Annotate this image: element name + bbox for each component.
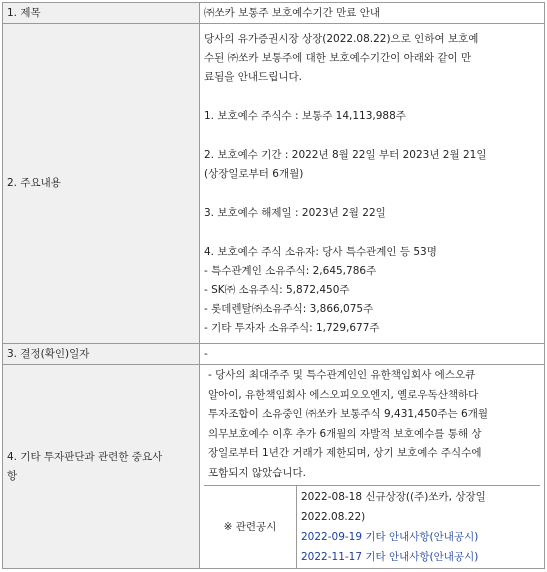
related-disclosures	[204, 485, 540, 568]
paragraph-line: 장일로부터 1년간 거래가 제한되며, 상기 보호예수 주식수에	[208, 447, 482, 459]
holder-line: - SK㈜ 소유주식: 5,872,450주	[204, 283, 350, 296]
related-item-link[interactable]: 2022-11-17 기타 안내사항(안내공시)	[301, 551, 479, 563]
item-release-date: 3. 보호예수 해제일 : 2023년 2월 22일	[204, 206, 386, 219]
row-decision-date	[3, 344, 545, 365]
row-other-matters	[3, 365, 545, 569]
holder-line: - 기타 투자자 소유주식: 1,729,677주	[204, 321, 380, 334]
disclosure-table	[2, 2, 545, 569]
value-other-matters	[200, 365, 545, 569]
item-lockup-period-note: (상장일로부터 6개월)	[204, 167, 304, 180]
item-share-count: 1. 보호예수 주식수 : 보통주 14,113,988주	[204, 109, 406, 122]
row-title	[3, 3, 545, 24]
other-matters-paragraph	[204, 365, 540, 485]
holder-line: - 롯데렌탈㈜소유주식: 3,866,075주	[204, 302, 374, 315]
label-title: 1. 제목	[3, 3, 200, 24]
related-item-link[interactable]: 2022-09-19 기타 안내사항(안내공시)	[301, 531, 479, 543]
value-title: ㈜쏘카 보통주 보호예수기간 만료 안내	[200, 3, 545, 24]
related-disclosures-label: ※ 관련공시	[204, 486, 297, 569]
paragraph-line: - 당사의 최대주주 및 특수관계인인 유한책임회사 에스오큐	[208, 369, 476, 381]
item-lockup-period: 2. 보호예수 기간 : 2022년 8월 22일 부터 2023년 2월 21일	[204, 148, 487, 161]
paragraph-line: 의무보호예수 이후 추가 6개월의 자발적 보호예수를 통해 상	[208, 427, 482, 440]
holder-line: - 특수관계인 소유주식: 2,645,786주	[204, 264, 377, 277]
label-other-matters-line: 4. 기타 투자판단과 관련한 중요사	[7, 450, 163, 463]
related-disclosures-list	[297, 486, 541, 569]
intro-line: 당사의 유가증권시장 상장(2022.08.22)으로 인하여 보호예	[204, 32, 479, 45]
value-decision-date: -	[200, 344, 545, 365]
label-other-matters	[3, 365, 200, 569]
value-main-content	[200, 24, 545, 344]
label-main-content: 2. 주요내용	[3, 24, 200, 344]
row-main-content	[3, 24, 545, 344]
related-item-listing: 2022-08-18 신규상장((주)쏘카, 상장일	[301, 491, 486, 503]
paragraph-line: 포함되지 않았습니다.	[208, 466, 306, 479]
intro-line: 수된 ㈜쏘카 보통주에 대한 보호예수기간이 아래와 같이 만	[204, 51, 472, 64]
item-holders: 4. 보호예수 주식 소유자: 당사 특수관계인 등 53명	[204, 245, 437, 258]
label-other-matters-line: 항	[7, 469, 18, 482]
label-decision-date: 3. 결정(확인)일자	[3, 344, 200, 365]
related-item-listing: 2022.08.22)	[301, 511, 366, 523]
intro-line: 료됨을 안내드립니다.	[204, 70, 302, 83]
paragraph-line: 투자조합이 소유중인 ㈜쏘카 보통주식 9,431,450주는 6개월	[208, 408, 489, 420]
paragraph-line: 알아이, 유한책임회사 에스오피오오엔지, 옐로우독산책하다	[208, 388, 479, 401]
